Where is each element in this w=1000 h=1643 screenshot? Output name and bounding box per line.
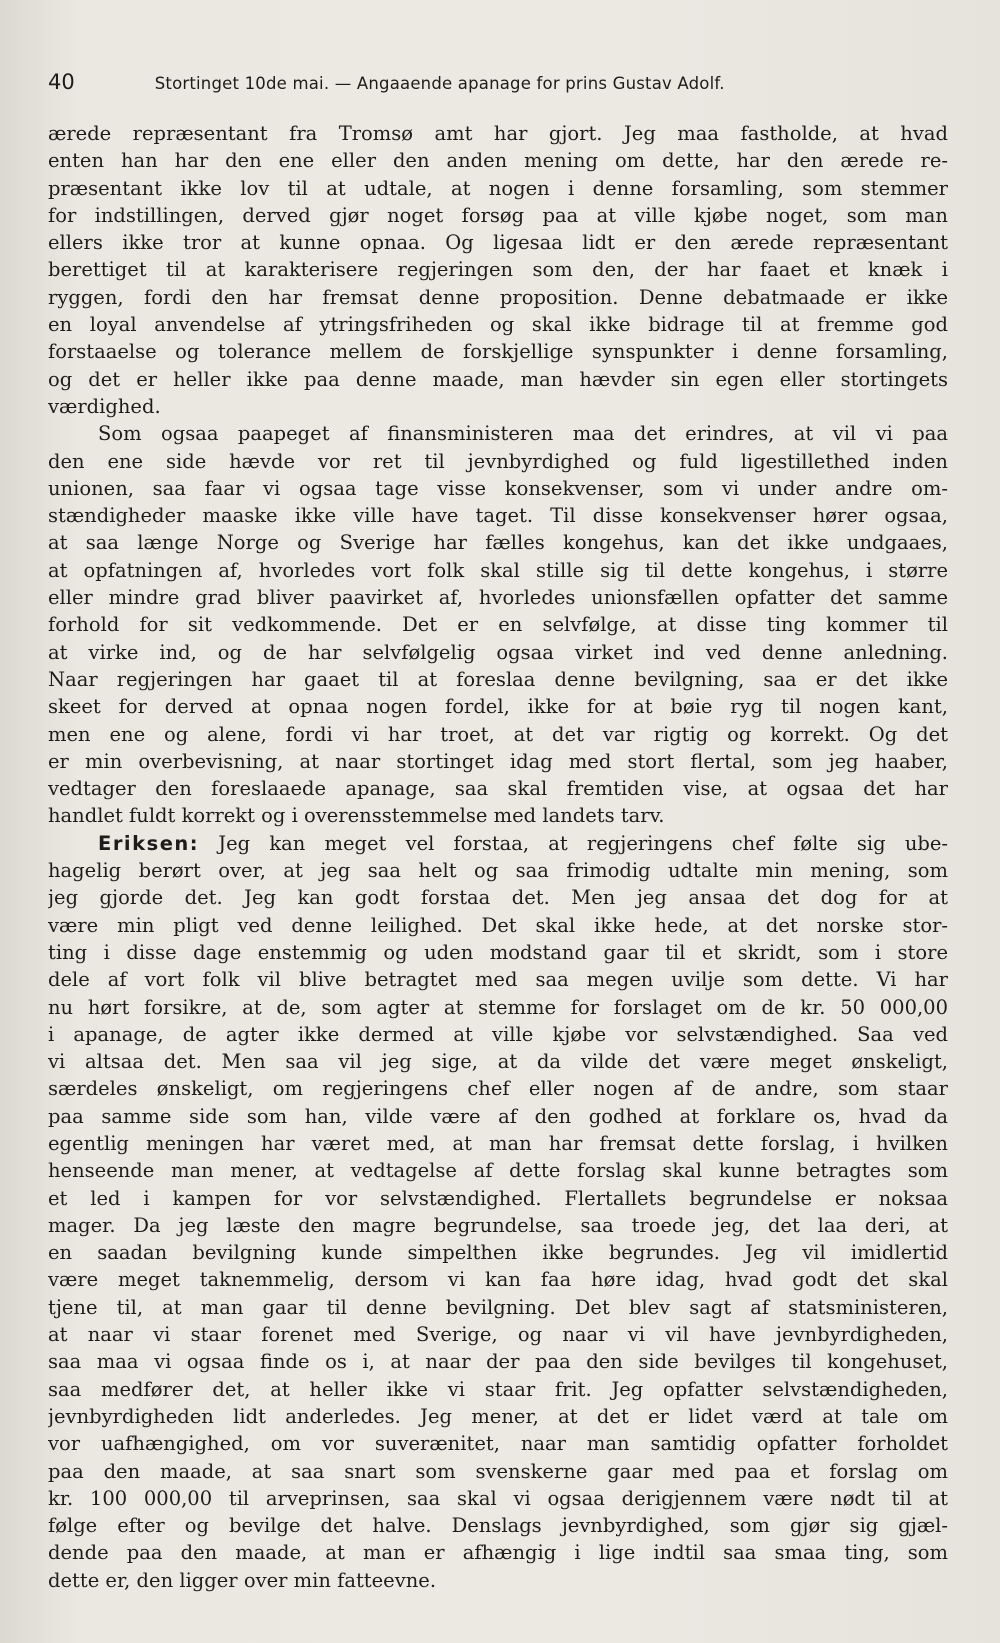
text-line: for indstillingen, derved gjør noget forsøg paa at ville kjøbe noget, som man [48,203,948,227]
text-line: skeet for derved at opnaa nogen fordel, ikke for at bøie ryg til nogen kant, [48,695,948,719]
text-line: at opfatningen af, hvorledes vort folk skal stille sig til dette kongehus, i større [48,558,948,582]
text-line: dette er, den ligger over min fatteevne. [48,1568,437,1592]
text-line: enten han har den ene eller den anden mening om dette, har den ærede re- [48,149,948,173]
text-line: dende paa den maade, at man er afhængig i lige indtil saa smaa ting, som [48,1541,948,1565]
body-text [48,120,948,1594]
text-line: og det er heller ikke paa denne maade, man hævder sin egen eller stortingets [48,367,948,391]
text-line: saa medfører det, at heller ikke vi staar frit. Jeg opfatter selvstændigheden, [48,1377,948,1401]
text-line: men ene og alene, fordi vi har troet, at det var rigtig og korrekt. Og det [48,722,948,746]
text-line: vor uafhængighed, om vor suverænitet, naar man samtidig opfatter forholdet [48,1432,948,1456]
text-line: paa den maade, at saa snart som svenskerne gaar med paa et forslag om [48,1459,948,1483]
text-line: følge efter og bevilge det halve. Denslags jevnbyrdighed, som gjør sig gjæl- [48,1514,948,1538]
page-number: 40 [48,70,75,94]
text-line: ryggen, fordi den har fremsat denne proposition. Denne debatmaade er ikke [48,285,948,309]
text-line: saa maa vi ogsaa finde os i, at naar der paa den side bevilges til kongehuset, [48,1350,948,1374]
text-line: kr. 100 000,00 til arveprinsen, saa skal vi ogsaa derigjennem være nødt til at [48,1486,948,1510]
text-line: stændigheder maaske ikke ville have taget. Til disse konsekvenser hører ogsaa, [48,504,948,528]
speaker-line [48,830,948,857]
text-line: egentlig meningen har været med, at man har fremsat dette forslag, i hvilken [48,1131,948,1155]
text-line: nu hørt forsikre, at de, som agter at stemme for forslaget om de kr. 50 000,00 [48,995,948,1019]
text-line: ting i disse dage enstemmig og uden modstand gaar til et skridt, som i store [48,940,948,964]
text-line: i apanage, de agter ikke dermed at ville kjøbe vor selvstændighed. Saa ved [48,1022,948,1046]
text-line: være meget taknemmelig, dersom vi kan faa høre idag, hvad godt det skal [48,1268,948,1292]
speech-text: Jeg kan meget vel forstaa, at regjeringens chef følte sig ube- [218,831,948,855]
text-line: et led i kampen for vor selvstændighed. Flertallets begrundelse er noksaa [48,1186,948,1210]
text-line: jeg gjorde det. Jeg kan godt forstaa det. Men jeg ansaa det dog for at [48,886,948,910]
text-line: Som ogsaa paapeget af finansministeren maa det erindres, at vil vi paa [98,422,948,446]
text-line: eller mindre grad bliver paavirket af, hvorledes unionsfællen opfatter det samme [48,586,948,610]
text-line: den ene side hævde vor ret til jevnbyrdighed og fuld ligestillethed inden [48,449,948,473]
text-line: en saadan bevilgning kunde simpelthen ikke begrundes. Jeg vil imidlertid [48,1241,948,1265]
running-head: Stortinget 10de mai. — Angaaende apanage for prins Gustav Adolf. [154,74,725,93]
text-line: præsentant ikke lov til at udtale, at nogen i denne forsamling, som stemmer [48,176,948,200]
text-line: er min overbevisning, at naar stortinget idag med stort flertal, som jeg haaber, [48,749,948,773]
text-line: paa samme side som han, vilde være af den godhed at forklare os, hvad da [48,1104,948,1128]
text-line: berettiget til at karakterisere regjeringen som den, der har faaet et knæk i [48,258,948,282]
text-line: at saa længe Norge og Sverige har fælles kongehus, kan det ikke undgaaes, [48,531,948,555]
text-line: særdeles ønskeligt, om regjeringens chef eller nogen af de andre, som staar [48,1077,948,1101]
text-line: forhold for sit vedkommende. Det er en selvfølge, at disse ting kommer til [48,613,948,637]
text-line: unionen, saa faar vi ogsaa tage visse konsekvenser, som vi under andre om- [48,476,948,500]
text-line: ellers ikke tror at kunne opnaa. Og ligesaa lidt er den ærede repræsentant [48,231,948,255]
text-line: handlet fuldt korrekt og i overensstemmelse med landets tarv. [48,804,665,828]
text-line: dele af vort folk vil blive betragtet med saa megen uvilje som dette. Vi har [48,968,948,992]
speaker-name: Eriksen: [98,831,200,855]
text-line: hagelig berørt over, at jeg saa helt og saa frimodig udtalte min mening, som [48,859,948,883]
text-line: jevnbyrdigheden lidt anderledes. Jeg mener, at det er lidet værd at tale om [48,1404,948,1428]
text-line: at naar vi staar forenet med Sverige, og naar vi vil have jevnbyrdigheden, [48,1323,948,1347]
text-line: værdighed. [48,394,161,418]
text-line: vi altsaa det. Men saa vil jeg sige, at da vilde det være meget ønskeligt, [48,1050,948,1074]
text-line: at virke ind, og de har selvfølgelig ogsaa virket ind ved denne anledning. [48,640,948,664]
text-line: henseende man mener, at vedtagelse af dette forslag skal kunne betragtes som [48,1159,948,1183]
text-line: ærede repræsentant fra Tromsø amt har gjort. Jeg maa fastholde, at hvad [48,122,948,145]
text-line: være min pligt ved denne leilighed. Det skal ikke hede, at det norske stor- [48,913,948,937]
text-line: vedtager den foreslaaede apanage, saa skal fremtiden vise, at ogsaa det har [48,777,948,801]
text-line: tjene til, at man gaar til denne bevilgning. Det blev sagt af statsministeren, [48,1295,948,1319]
text-line: forstaaelse og tolerance mellem de forskjellige synspunkter i denne forsamling, [48,340,948,364]
page-header [48,70,948,104]
text-line: mager. Da jeg læste den magre begrundelse, saa troede jeg, det laa deri, at [48,1213,948,1237]
text-line: Naar regjeringen har gaaet til at foreslaa denne bevilgning, saa er det ikke [48,667,948,691]
text-line: en loyal anvendelse af ytringsfriheden og skal ikke bidrage til at fremme god [48,313,948,337]
